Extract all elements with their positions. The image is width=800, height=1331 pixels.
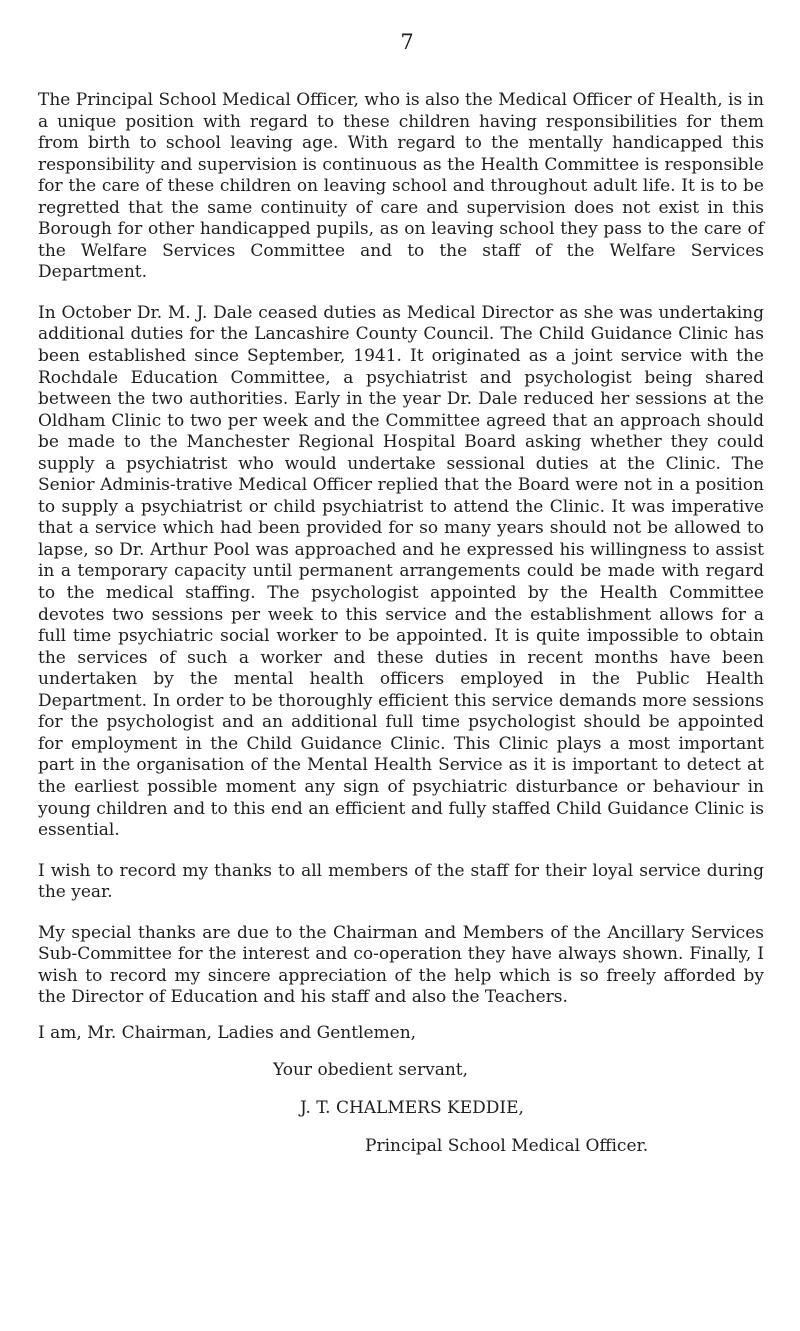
signatory-name: J. T. CHALMERS KEDDIE,	[300, 1097, 524, 1118]
paragraph-thanks-staff: I wish to record my thanks to all members of the staff for their loyal service during the year.	[38, 860, 764, 903]
paragraph-thanks-committee: My special thanks are due to the Chairman and Members of the Ancillary Services Sub-Committee for the interest and co-operation they have always shown. Finally, I wish to record my sincere appreciation of the help which is so freely afforded by the Director of Education and his staff and also the Teachers.	[38, 922, 764, 1008]
salutation: I am, Mr. Chairman, Ladies and Gentlemen,	[38, 1022, 417, 1043]
page-number: 7	[400, 30, 414, 54]
paragraph-child-guidance: In October Dr. M. J. Dale ceased duties as Medical Director as she was undertaking additional duties for the Lancashire County Council. The Child Guidance Clinic has been established since September, 1941. It originated as a joint service with the Rochdale Education Committee, a psychiatrist and psychologist being shared between the two authorities. Early in the year Dr. Dale reduced her sessions at the Oldham Clinic to two per week and the Committee agreed that an approach should be made to the Manchester Regional Hospital Board asking whether they could supply a psychiatrist who would undertake sessional duties at the Clinic. The Senior Adminis-trative Medical Officer replied that the Board were not in a position to supply a psychiatrist or child psychiatrist to attend the Clinic. It was imperative that a service which had been provided for so many years should not be allowed to lapse, so Dr. Arthur Pool was approached and he expressed his willingness to assist in a temporary capacity until permanent arrangements could be made with regard to the medical staffing. The psychologist appointed by the Health Committee devotes two sessions per week to this service and the establishment allows for a full time psychiatric social worker to be appointed. It is quite impossible to obtain the services of such a worker and these duties in recent months have been undertaken by the mental health officers employed in the Public Health Department. In order to be thoroughly efficient this service demands more sessions for the psychologist and an additional full time psychologist should be appointed for employment in the Child Guidance Clinic. This Clinic plays a most important part in the organisation of the Mental Health Service as it is important to detect at the earliest possible moment any sign of psychiatric disturbance or behaviour in young children and to this end an efficient and fully staffed Child Guidance Clinic is essential.	[38, 302, 764, 841]
document-page	[38, 30, 764, 1173]
signatory-title: Principal School Medical Officer.	[365, 1135, 649, 1156]
paragraph-responsibility: The Principal School Medical Officer, who is also the Medical Officer of Health, is in a unique position with regard to these children having responsibilities for them from birth to school leaving age. With regard to the mentally handicapped this responsibility and supervision is continuous as the Health Committee is responsible for the care of these children on leaving school and throughout adult life. It is to be regretted that the same continuity of care and supervision does not exist in this Borough for other handicapped pupils, as on leaving school they pass to the care of the Welfare Services Committee and to the staff of the Welfare Services Department.	[38, 90, 764, 283]
closing-block	[38, 1023, 764, 1157]
valediction: Your obedient servant,	[273, 1060, 469, 1081]
